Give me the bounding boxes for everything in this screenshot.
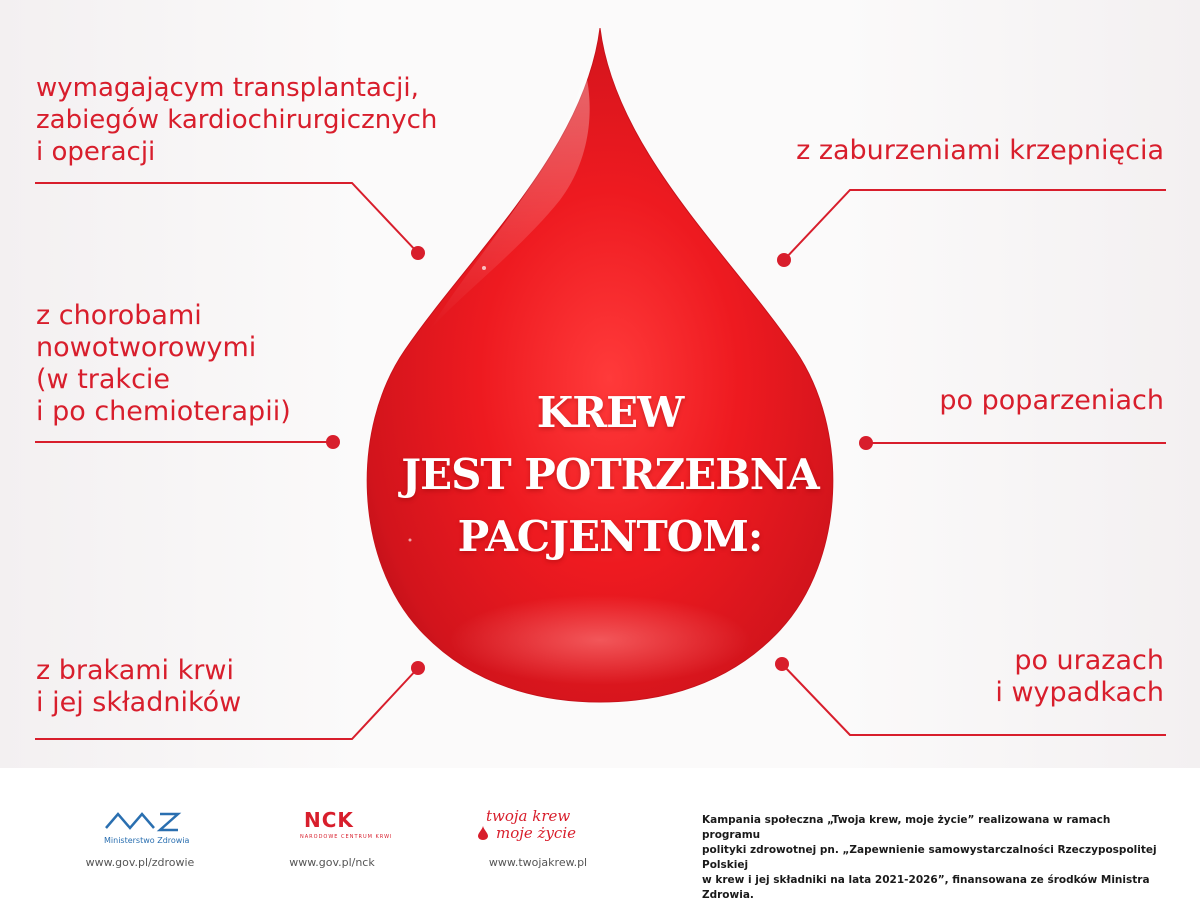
- label-coagulation: z zaburzeniami krzepnięcia: [796, 135, 1164, 166]
- connector-dot-burns: [859, 436, 873, 450]
- connector-dot-oncology: [326, 435, 340, 449]
- campaign-note-line-3: w krew i jej składniki na lata 2021-2026”, finansowana ze środków Ministra Zdrowia.: [702, 874, 1150, 900]
- url-nck[interactable]: www.gov.pl/nck: [289, 856, 375, 869]
- label-injuries: po urazach i wypadkach: [995, 645, 1164, 708]
- blood-drop-small-icon: [478, 826, 488, 840]
- connector-transplant: [35, 183, 418, 253]
- label-burns: po poparzeniach: [939, 385, 1164, 416]
- url-ministry[interactable]: www.gov.pl/zdrowie: [85, 856, 195, 869]
- connector-dot-coagulation: [777, 253, 791, 267]
- campaign-note: [702, 813, 1172, 900]
- label-transplant: wymagającym transplantacji, zabiegów kardiochirurgicznych i operacji: [36, 73, 438, 167]
- headline-line-1: KREW: [536, 388, 684, 437]
- url-twoja-krew[interactable]: www.twojakrew.pl: [488, 856, 588, 869]
- campaign-note-line-2: polityki zdrowotnej pn. „Zapewnienie samowystarczalności Rzeczypospolitej Polskiej: [702, 844, 1157, 871]
- nck-logo-name: NCK: [304, 808, 354, 832]
- label-oncology: z chorobami nowotworowymi (w trakcie i po chemioterapii): [36, 300, 291, 427]
- connector-dot-transplant: [411, 246, 425, 260]
- label-blood-shortage: z brakami krwi i jej składników: [36, 655, 242, 718]
- mz-logo-icon: [104, 808, 182, 834]
- mz-logo-name: Ministerstwo Zdrowia: [104, 836, 190, 845]
- campaign-note-line-1: Kampania społeczna „Twoja krew, moje życie” realizowana w ramach programu: [702, 814, 1111, 841]
- headline-line-2: JEST POTRZEBNA: [401, 450, 819, 499]
- connector-coagulation: [784, 190, 1166, 260]
- tk-logo-line-1: twoja krew: [486, 807, 571, 825]
- tk-logo-line-2: moje życie: [496, 824, 577, 842]
- nck-logo-subtitle: NARODOWE CENTRUM KRWI: [300, 834, 393, 840]
- headline-line-3: PACJENTOM:: [457, 512, 763, 561]
- connector-dot-blood-shortage: [411, 661, 425, 675]
- connector-dot-injuries: [775, 657, 789, 671]
